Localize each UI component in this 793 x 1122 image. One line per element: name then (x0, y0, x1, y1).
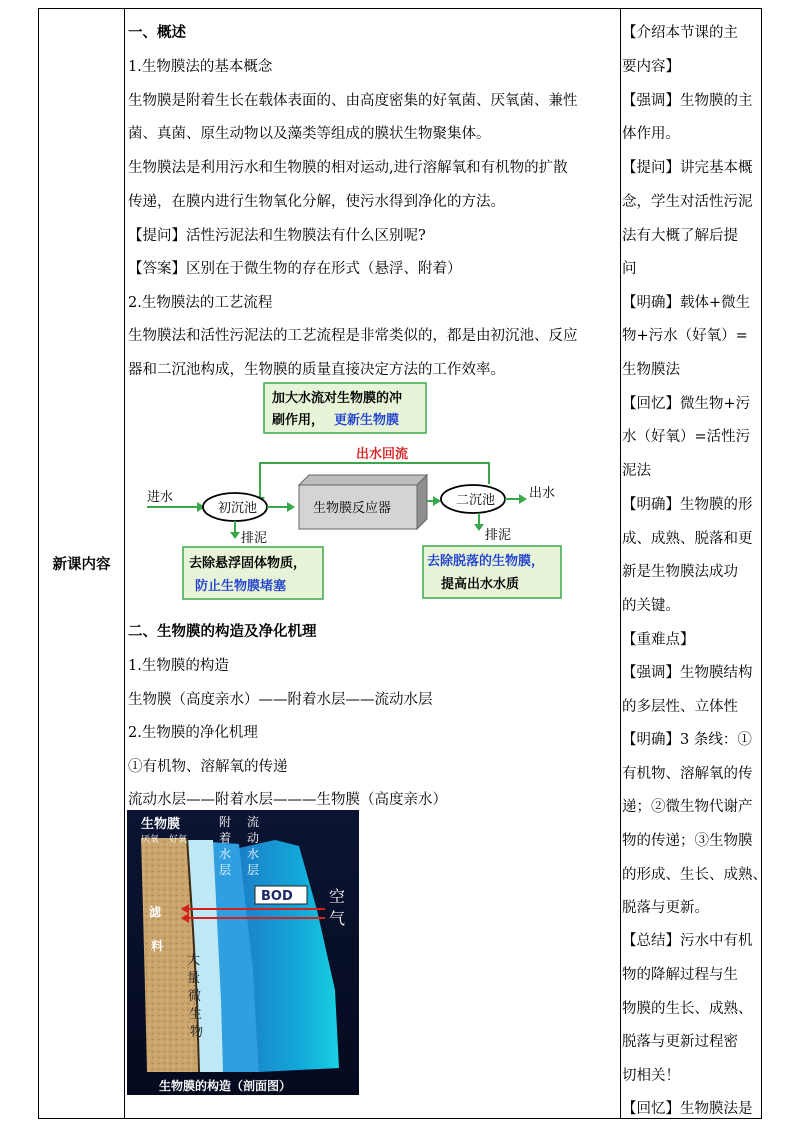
note-text-blue: 去除脱落的生物膜， (427, 554, 545, 569)
flowing-label: 层 (247, 863, 260, 877)
teacher-note-line: 生物膜法 (622, 362, 680, 378)
teacher-note-line: 的多层性、立体性 (622, 699, 738, 715)
filter-label: 滤 (149, 905, 162, 919)
text-line: 1.生物膜法的基本概念 (128, 59, 273, 75)
figure-caption: 生物膜的构造（剖面图） (159, 1079, 292, 1093)
attached-label: 水 (219, 847, 232, 861)
teacher-note-line: 泥法 (622, 463, 651, 479)
teacher-note-line: 【提问】讲完基本概 (622, 160, 753, 176)
teacher-note-line: 【明确】生物膜的形 (622, 497, 753, 513)
tank-label: 初沉池 (218, 501, 258, 516)
reactor-side (417, 475, 427, 529)
text-line: 生物膜（高度亲水）——附着水层——流动水层 (128, 692, 433, 708)
note-text: 提高出水水质 (441, 577, 520, 592)
microbe-label: 生 (189, 1007, 203, 1022)
heading-overview: 一、概述 (128, 25, 186, 41)
text-line: 1.生物膜的构造 (128, 658, 229, 674)
note-text: 刷作用， (272, 413, 325, 428)
teacher-note-line: 水（好氧）=活性污 (622, 429, 751, 445)
sludge-label: 排泥 (241, 531, 268, 546)
teacher-note-line: 【明确】载体+微生 (622, 295, 751, 311)
text-line: ①有机物、溶解氧的传递 (128, 759, 288, 775)
text-line: 菌、真菌、原生动物以及藻类等组成的膜状生物聚集体。 (128, 126, 491, 142)
teacher-note-line: 【回忆】微生物+污 (622, 396, 751, 412)
reactor-top (299, 475, 427, 485)
biofilm-structure-figure (127, 810, 359, 1095)
teacher-note-line: 【介绍本节课的主 (622, 25, 738, 41)
column-divider (124, 9, 125, 1118)
sludge-label: 排泥 (485, 528, 512, 543)
tank-label: 二沉池 (456, 493, 496, 508)
question-line: 【提问】活性污泥法和生物膜法有什么区别呢? (128, 228, 426, 244)
attached-label: 着 (219, 831, 232, 845)
note-text-blue: 更新生物膜 (334, 413, 400, 428)
inflow-label: 进水 (147, 490, 174, 505)
teacher-note-line: 问 (622, 261, 637, 277)
microbe-label: 物 (190, 1025, 204, 1040)
teacher-note-line: 物的传递；③生物膜 (622, 833, 753, 849)
note-text: 去除悬浮固体物质， (189, 556, 307, 571)
teacher-note-line: 【重难点】 (622, 632, 695, 648)
answer-line: 【答案】区别在于微生物的存在形式（悬浮、附着） (128, 261, 462, 277)
teacher-note-line: 体作用。 (622, 126, 680, 142)
microbe-label: 量 (187, 971, 201, 986)
flowing-label: 水 (247, 847, 260, 861)
teacher-note-line: 脱落与更新。 (622, 900, 709, 916)
teacher-note-line: 成、成熟、脱落和更 (622, 531, 753, 547)
teacher-note-line: 【回忆】生物膜法是 (622, 1101, 753, 1117)
text-line: 生物膜法和活性污泥法的工艺流程是非常类似的，都是由初沉池、反应 (128, 328, 578, 344)
text-line: 器和二沉池构成，生物膜的质量直接决定方法的工作效率。 (128, 362, 505, 378)
arrow-head (287, 502, 295, 512)
text-line: 传递，在膜内进行生物氧化分解，使污水得到净化的方法。 (128, 194, 505, 210)
section-label: 新课内容 (52, 557, 111, 573)
teacher-note-line: 脱落与更新过程密 (622, 1034, 738, 1050)
teacher-note-line: 念，学生对活性污泥 (622, 194, 753, 210)
teacher-note-line: 【总结】污水中有机 (622, 933, 753, 949)
text-line: 流动水层——附着水层———生物膜（高度亲水） (128, 792, 447, 808)
note-text: 加大水流对生物膜的冲 (272, 391, 403, 406)
teacher-note-line: 法有大概了解后提 (622, 228, 738, 244)
arrow-head (519, 494, 527, 504)
arrow-head (474, 524, 484, 531)
aerobic-label: 好氧 (169, 835, 188, 845)
filter-label: 料 (151, 939, 164, 953)
microbe-label: 大 (187, 953, 201, 968)
teacher-note-line: 【强调】生物膜的主 (622, 93, 753, 109)
recycle-label: 出水回流 (356, 447, 409, 462)
teacher-note-line: 物的降解过程与生 (622, 967, 738, 983)
attached-label: 层 (219, 863, 232, 877)
teacher-note-line: 【强调】生物膜结构 (622, 665, 753, 681)
bod-label: BOD (261, 889, 293, 904)
text-line: 生物膜法是利用污水和生物膜的相对运动,进行溶解氧和有机物的扩散 (128, 160, 568, 176)
flowing-label: 动 (247, 831, 260, 845)
teacher-note-line: 有机物、溶解氧的传 (622, 766, 753, 782)
lesson-table (38, 8, 767, 1119)
teacher-note-line: 物膜的生长、成熟、 (622, 1001, 753, 1017)
teacher-note-line: 切相关！ (622, 1068, 680, 1084)
teacher-note-line: 的形成、生长、成熟、 (622, 867, 767, 883)
figure-title: 生物膜 (141, 817, 181, 832)
process-flow-diagram (129, 381, 589, 603)
arrow-head (433, 496, 441, 506)
text-line: 2.生物膜的净化机理 (128, 725, 258, 741)
column-divider (620, 9, 621, 1118)
teacher-note-line: 【明确】3 条线：① (622, 732, 752, 748)
reactor-label: 生物膜反应器 (313, 501, 392, 516)
text-line: 生物膜是附着生长在载体表面的、由高度密集的好氧菌、厌氧菌、兼性 (128, 93, 578, 109)
text-line: 2.生物膜法的工艺流程 (128, 295, 273, 311)
arrow-head (230, 532, 240, 539)
air-label: 空 (329, 887, 346, 906)
teacher-note-line: 的关键。 (622, 598, 680, 614)
microbe-label: 微 (188, 989, 202, 1004)
note-text-blue: 防止生物膜堵塞 (195, 579, 287, 594)
anaerobic-label: 厌氧 (141, 835, 160, 845)
teacher-note-line: 新是生物膜法成功 (622, 564, 738, 580)
teacher-note-line: 递；②微生物代谢产 (622, 799, 753, 815)
teacher-note-line: 要内容】 (622, 59, 680, 75)
heading-structure: 二、生物膜的构造及净化机理 (128, 624, 317, 640)
air-label: 气 (329, 909, 346, 928)
teacher-note-line: 物+污水（好氧）= (622, 328, 748, 344)
flowing-label: 流 (247, 815, 260, 829)
outflow-label: 出水 (529, 486, 556, 501)
attached-label: 附 (219, 815, 232, 829)
